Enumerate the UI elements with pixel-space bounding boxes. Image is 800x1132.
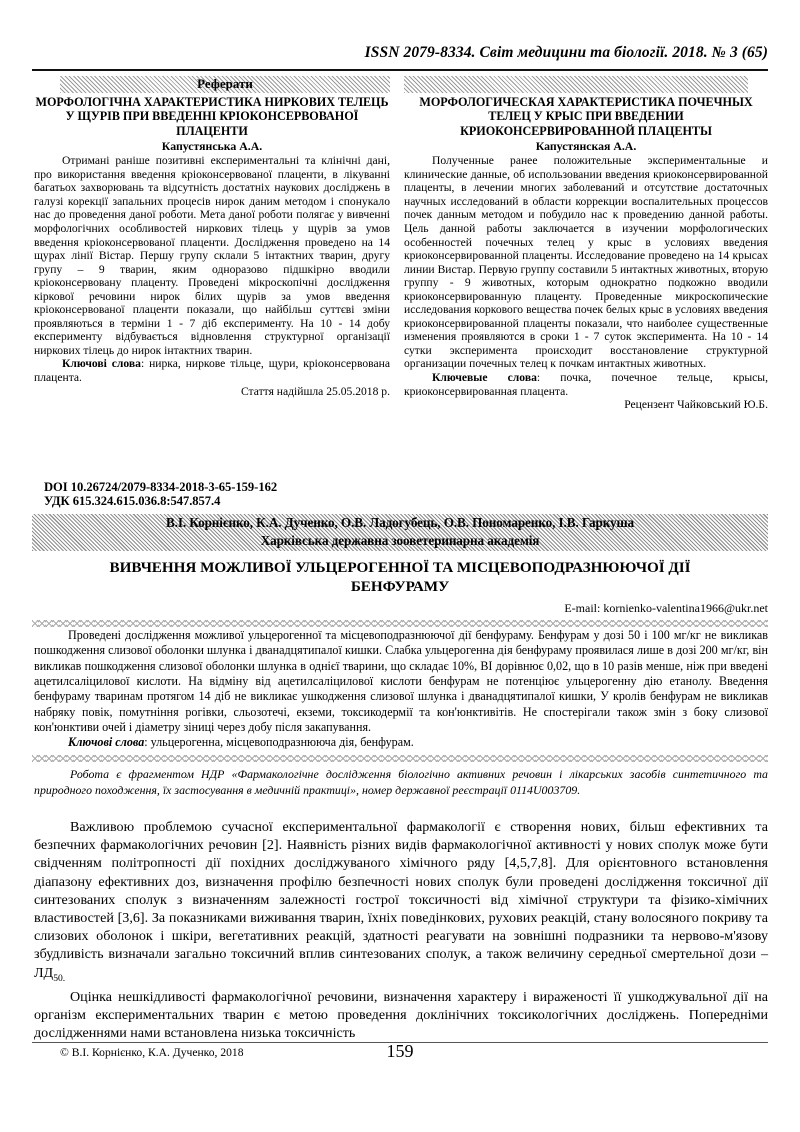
authors-names: В.І. Корнієнко, К.А. Дученко, О.В. Ладогубець, О.В. Пономаренко, І.В. Гаркуша	[165, 515, 635, 530]
funding-note: Робота є фрагментом НДР «Фармакологічне дослідження біологічно активних речовин і лікарських засобів синтетичного та природного походження, їх застосування в медичній практиці», номер державної реєстрації 0114U003709.	[34, 767, 768, 798]
copyright-line: © В.І. Корнієнко, К.А. Дученко, 2018	[60, 1046, 244, 1059]
abstract-author-ru: Капустянская А.А.	[535, 138, 637, 153]
authors-affiliation: Харківська державна зооветеринарна академія	[260, 533, 540, 549]
udc-line: УДК 615.324.615.036.8:547.857.4	[44, 494, 221, 508]
body-paragraph-1	[34, 818, 768, 988]
abstract-keywords-label-ru: Ключевые слова	[432, 370, 537, 384]
referaty-label: Реферати	[197, 76, 253, 91]
abstract-keywords-uk	[34, 357, 390, 384]
zigzag-separator-top	[32, 620, 768, 627]
abstract-note-uk: Стаття надійшла 25.05.2018 р.	[240, 384, 390, 398]
article-keywords	[34, 735, 768, 750]
abstract-body-uk: Отримані раніше позитивні експериментальні та клінічні дані, про використання введення кріоконсервованої плаценти, в лікуванні багатьох захворювань та відсутність достатніх наукових досліджень в галузі корекції запальних процесів нирок даним методом і спонукало нас до проведення даної роботи. Мета даної роботи полягає у вивченні морфологічних особливостей ниркових тілець у щурів за умов введення кріоконсервованої плаценти. Дослідження проведено на 14 щурах лінії Вістар. Першу групу склали 5 інтактних тварин, другу групу – 9 тварин, яким одноразово підшкірно вводили кріоконсервовану плаценту. Проведені мікроскопічні дослідження кіркової речовини нирок білих щурів за умов введення кріоконсервованої плаценти показали, що найбільш суттєві зміни проявляються в терміни 1 - 7 діб експерименту. На 10 - 14 добу експерименту відбувається відновлення структурної організації ниркових тілець до нирок інтактних тварин.	[34, 154, 390, 357]
running-head: ISSN 2079-8334. Світ медицини та біології. 2018. № 3 (65)	[364, 44, 768, 61]
article-title: ВИВЧЕННЯ МОЖЛИВОЇ УЛЬЦЕРОГЕННОЇ ТА МІСЦЕВОПОДРАЗНЮЮЧОЇ ДІЇ БЕНФУРАМУ	[109, 559, 691, 595]
abstract-keywords-value-uk: : нирка, ниркове тільце, щури, кріоконсервована плацента.	[34, 357, 390, 384]
contact-email: E-mail: kornienko-valentina1966@ukr.net	[564, 601, 768, 615]
body-paragraph-1-text: Важливою проблемою сучасної експериментальної фармакології є створення нових, більш ефективних та безпечних фармакологічних речовин [2]. Наявність різних видів фармакологічної активності у нових сполук може бути свідченням політропності дії похідних досліджуваного хімічного ряду [4,5,7,8]. Для орієнтовного встановлення діапазону ефективних доз, визначення профілю безпечності нових сполук були проведені дослідження токсичної дії синтезованих сполук з визначенням залежності гострої токсичності від хімічної структури та фізико-хімічних властивостей [3,6]. За показниками виживання тварин, їхніх поведінкових, рухових реакцій, стану волосяного покриву та слизових оболонок і шкіри, вегетативних реакцій, здатності реагувати на зовнішні подразники та нервово-м'язову збудливість визначали загально токсичний вплив синтезованих сполук, а також величину середньої смертельної дози – ЛД	[34, 819, 768, 981]
abstract-column-russian	[404, 95, 768, 412]
header-rule	[32, 69, 768, 71]
abstract-author-uk: Капустянська А.А.	[161, 138, 263, 153]
abstract-note-ru: Рецензент Чайковський Ю.Б.	[624, 398, 768, 412]
body-paragraph-2: Оцінка нешкідливості фармакологічної речовини, визначення характеру і вираженості її ушкоджувальної дії на організм експериментальних тварин є метою проведення доклінічних токсикологічних досліджень. Попередніми дослідженнями нами встановлена низька токсичність	[34, 988, 768, 1042]
ld50-subscript: 50.	[53, 972, 66, 984]
page-number: 159	[386, 1041, 414, 1061]
referaty-band-right	[404, 76, 748, 93]
doi-line: DOI 10.26724/2079-8334-2018-3-65-159-162	[44, 480, 278, 494]
abstract-column-ukrainian	[34, 95, 390, 398]
abstract-keywords-value-ru: : почка, почечное тельце, крысы, криоконсервированная плацента.	[404, 370, 768, 398]
abstract-keywords-ru	[404, 371, 768, 398]
article-abstract-text: Проведені дослідження можливої ульцерогенної та місцевоподразнюючої дії бенфураму. Бенфурам у дозі 50 і 100 мг/кг не викликав пошкодження слизової оболонки шлунка і дванадцятипалої кишки. Слабка ульцерогенна дія бенфураму проявилася лише в дозі 200 мг/кг, він викликав пошкодження слизової оболонки шлунка в однієї тварини, що складає 10%, ВІ дорівнює 0,02, що в 10 разів менше, ніж при введені ацетилсаліцилової кислоти. На відміну від ацетилсаліцилової кислоти бенфурам не потенціює ульцерогенну дію етанолу. Введення бенфураму тваринам протягом 14 діб не викликає ушкодження слизової шлунка і дванадцятипалої кишки, У кролів бенфурам не викликав набряку повік, помутніння рогівки, сльозотечі, екземи, токсикодермії та кон'юнктивітів. Не спостерігали також змін з боку слизової кон'юнктиви очей і діаметру зіниці через добу після закапування.	[34, 628, 768, 735]
article-keywords-value: : ульцерогенна, місцевоподразнююча дія, бенфурам.	[144, 735, 414, 750]
authors-block	[32, 514, 768, 551]
article-abstract-block	[34, 628, 768, 751]
abstract-body-ru: Полученные ранее положительные экспериментальные и клинические данные, об использовании введения криоконсервированной плаценты, в лечении многих заболеваний и отсутствие достаточных научных исследований в области коррекции воспалительных процессов почек данным методом и побудило нас к проведению данной работы. Цель данной работы заключается в изучении морфологических особенностей почечных телец у крыс в условиях введения криоконсервированной плаценты. Исследование проведено на 14 крысах линии Вистар. Первую группу составили 5 интактных животных, вторую группу - 9 животных, которым однократно подкожно вводили криоконсервированную плаценту. Проведенные микроскопические исследования коркового вещества почек белых крыс в условиях введения криоконсервированной плаценты показали, что наиболее существенные изменения проявляются в сроки 1 - 7 суток эксперимента. На 10 - 14 сутки эксперимента происходит восстановление структурной организации почечных телец к почкам интактных животных.	[404, 154, 768, 371]
article-keywords-label: Ключові слова	[68, 735, 145, 750]
article-body	[34, 818, 768, 1042]
abstract-title-uk: МОРФОЛОГІЧНА ХАРАКТЕРИСТИКА НИРКОВИХ ТЕЛЕЦЬ У ЩУРІВ ПРИ ВВЕДЕННІ КРІОКОНСЕРВОВАНОЇ ПЛАЦЕНТИ	[35, 95, 389, 138]
abstract-title-ru: МОРФОЛОГИЧЕСКАЯ ХАРАКТЕРИСТИКА ПОЧЕЧНЫХ ТЕЛЕЦ У КРЫС ПРИ ВВЕДЕНИИ КРИОКОНСЕРВИРОВАННОЙ ПЛАЦЕНТЫ	[419, 95, 753, 138]
abstract-keywords-label-uk: Ключові слова	[62, 357, 141, 371]
zigzag-separator-bottom	[32, 755, 768, 762]
